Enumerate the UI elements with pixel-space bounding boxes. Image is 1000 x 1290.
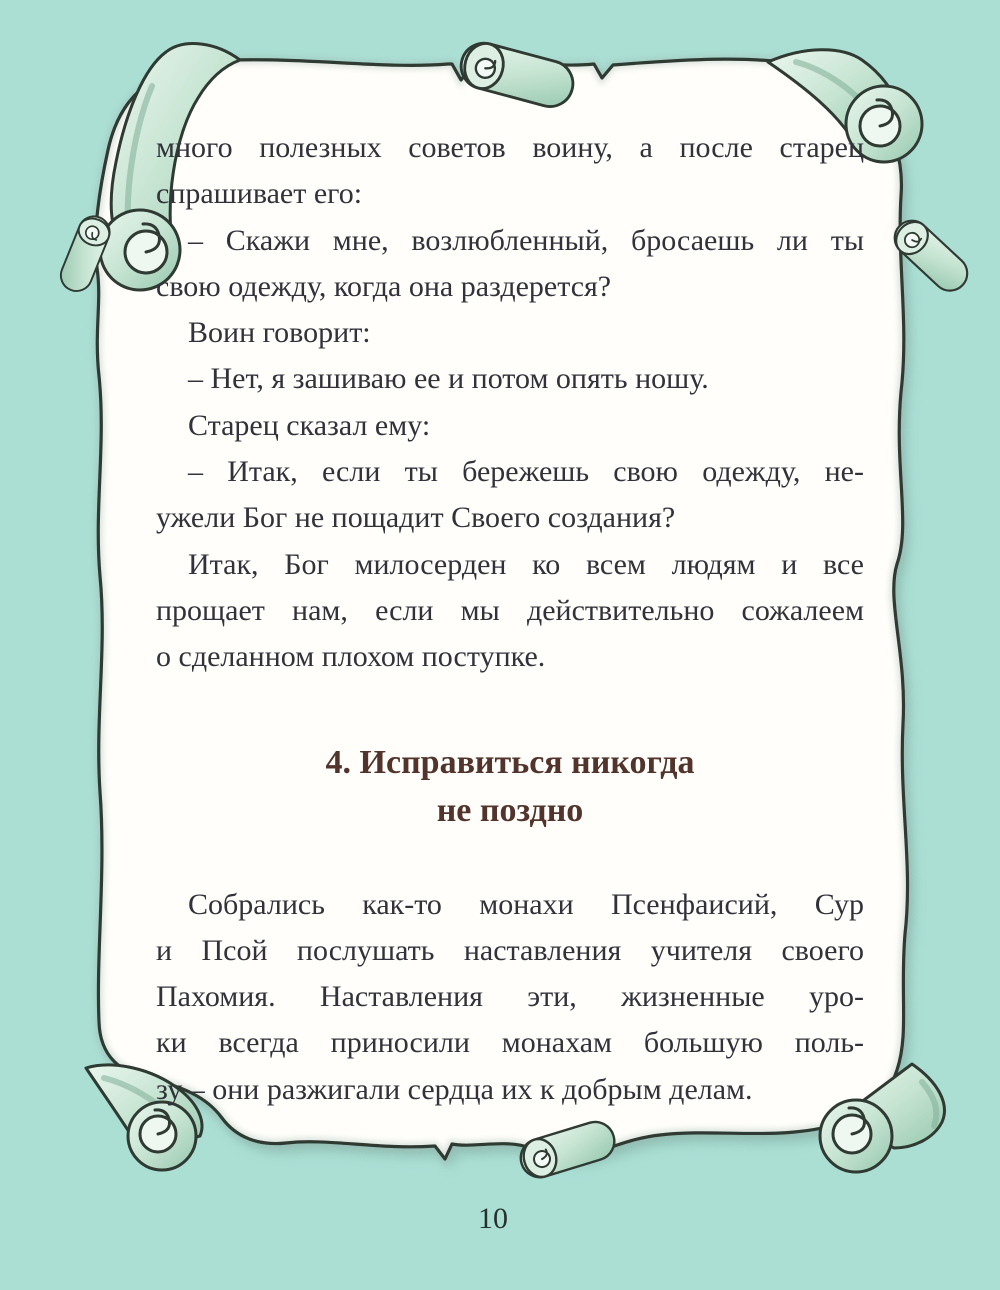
text-line: и Псой послушать наставления учителя своего [156,933,864,967]
text-line: свою одежду, когда она раздерется? [156,269,612,303]
text-line: – Скажи мне, возлюбленный, бросаешь ли ты [188,223,864,257]
paragraph [156,356,864,402]
text-line: ки всегда приносили монахам большую поль- [156,1026,864,1060]
paragraph [156,218,864,311]
paragraph [156,310,864,356]
text-line: – Итак, если ты бережешь свою одежду, не- [188,455,864,489]
text-line: много полезных советов воину, а после старец [156,131,864,164]
paragraph [156,403,864,449]
heading-line: 4. Исправиться никогда [325,743,695,781]
text-line: Итак, Бог милосерден ко всем людям и все [188,547,864,581]
text-line: спрашивает его: [156,177,363,211]
text-line: зу – они разжигали сердца их к добрым делам. [156,1072,753,1106]
paragraph [156,449,864,542]
paragraph [156,882,864,1113]
text-line: Пахомия. Наставления эти, жизненные уро- [156,980,864,1014]
text-flow [156,125,864,1113]
heading-line: не поздно [436,791,584,829]
text-line: прощает нам, если мы действительно сожалеем [156,593,864,627]
text-line: – Нет, я зашиваю ее и потом опять ношу. [188,362,709,396]
page-number: 10 [478,1202,508,1235]
paragraph [156,542,864,681]
paragraph [156,125,864,218]
text-line: о сделанном плохом поступке. [156,640,546,674]
text-line: ужели Бог не пощадит Своего создания? [156,501,676,535]
text-line: Воин говорит: [188,316,371,350]
section-heading [156,739,864,835]
text-line: Собрались как-то монахи Псенфаисий, Сур [188,887,864,921]
text-line: Старец сказал ему: [188,408,431,442]
